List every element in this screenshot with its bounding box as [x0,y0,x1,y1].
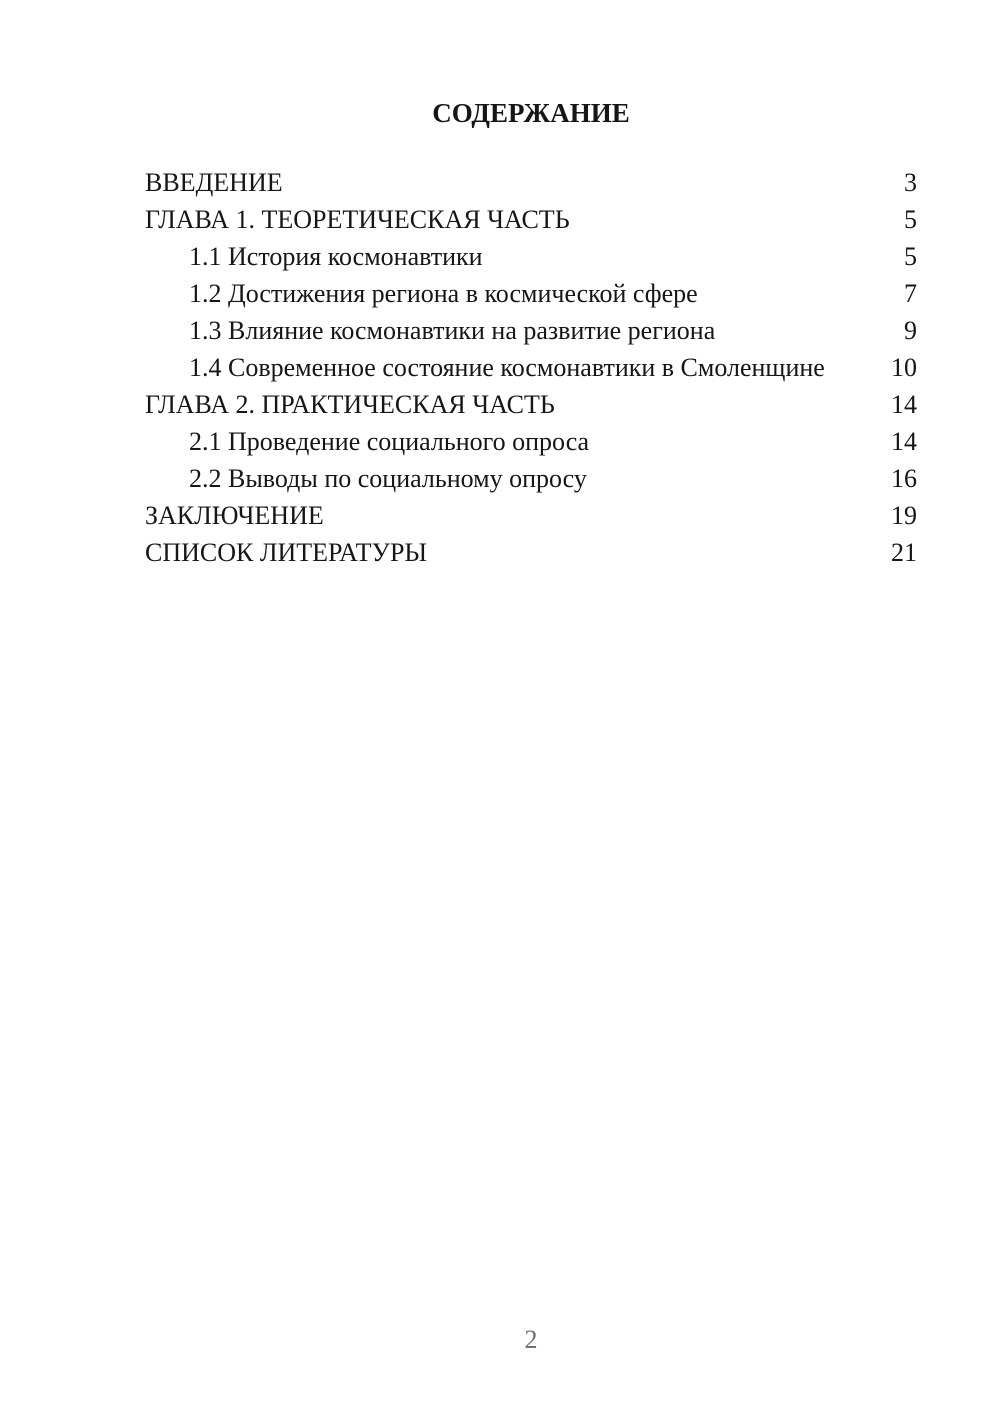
toc-entry-page: 3 [904,168,917,197]
toc-entry-label: 1.1 История космонавтики [189,242,483,271]
toc-entry [145,386,917,423]
toc-entry-label: ЗАКЛЮЧЕНИЕ [145,501,324,530]
table-of-contents [145,164,917,571]
toc-entry-page: 5 [904,205,917,234]
toc-entry-page: 19 [891,501,917,530]
toc-entry-label: 1.2 Достижения региона в космической сфере [189,279,698,308]
footer-page-number: 2 [524,1325,538,1354]
page-content [0,0,1000,571]
toc-entry-page: 7 [904,279,917,308]
toc-entry-label: ВВЕДЕНИЕ [145,168,283,197]
toc-entry [145,238,917,275]
toc-entry-label: 1.3 Влияние космонавтики на развитие региона [189,316,716,345]
toc-entry-page: 21 [891,538,917,567]
toc-entry-page: 16 [891,464,917,493]
toc-entry [145,497,917,534]
toc-entry [145,349,917,386]
toc-entry [145,534,917,571]
toc-entry-page: 14 [891,427,917,456]
toc-entry-label: СПИСОК ЛИТЕРАТУРЫ [145,538,428,567]
toc-entry [145,275,917,312]
toc-entry-page: 10 [891,353,917,382]
toc-entry-page: 5 [904,242,917,271]
page-title: СОДЕРЖАНИЕ [432,98,630,128]
toc-entry-page: 14 [891,390,917,419]
toc-entry [145,164,917,201]
toc-entry [145,201,917,238]
toc-entry-label: ГЛАВА 2. ПРАКТИЧЕСКАЯ ЧАСТЬ [145,390,555,419]
toc-entry-label: 1.4 Современное состояние космонавтики в Смоленщине [189,353,825,382]
toc-entry-page: 9 [904,316,917,345]
toc-entry [145,312,917,349]
toc-entry-label: 2.2 Выводы по социальному опросу [189,464,587,493]
toc-entry [145,460,917,497]
toc-entry [145,423,917,460]
toc-entry-label: ГЛАВА 1. ТЕОРЕТИЧЕСКАЯ ЧАСТЬ [145,205,570,234]
toc-entry-label: 2.1 Проведение социального опроса [189,427,590,456]
